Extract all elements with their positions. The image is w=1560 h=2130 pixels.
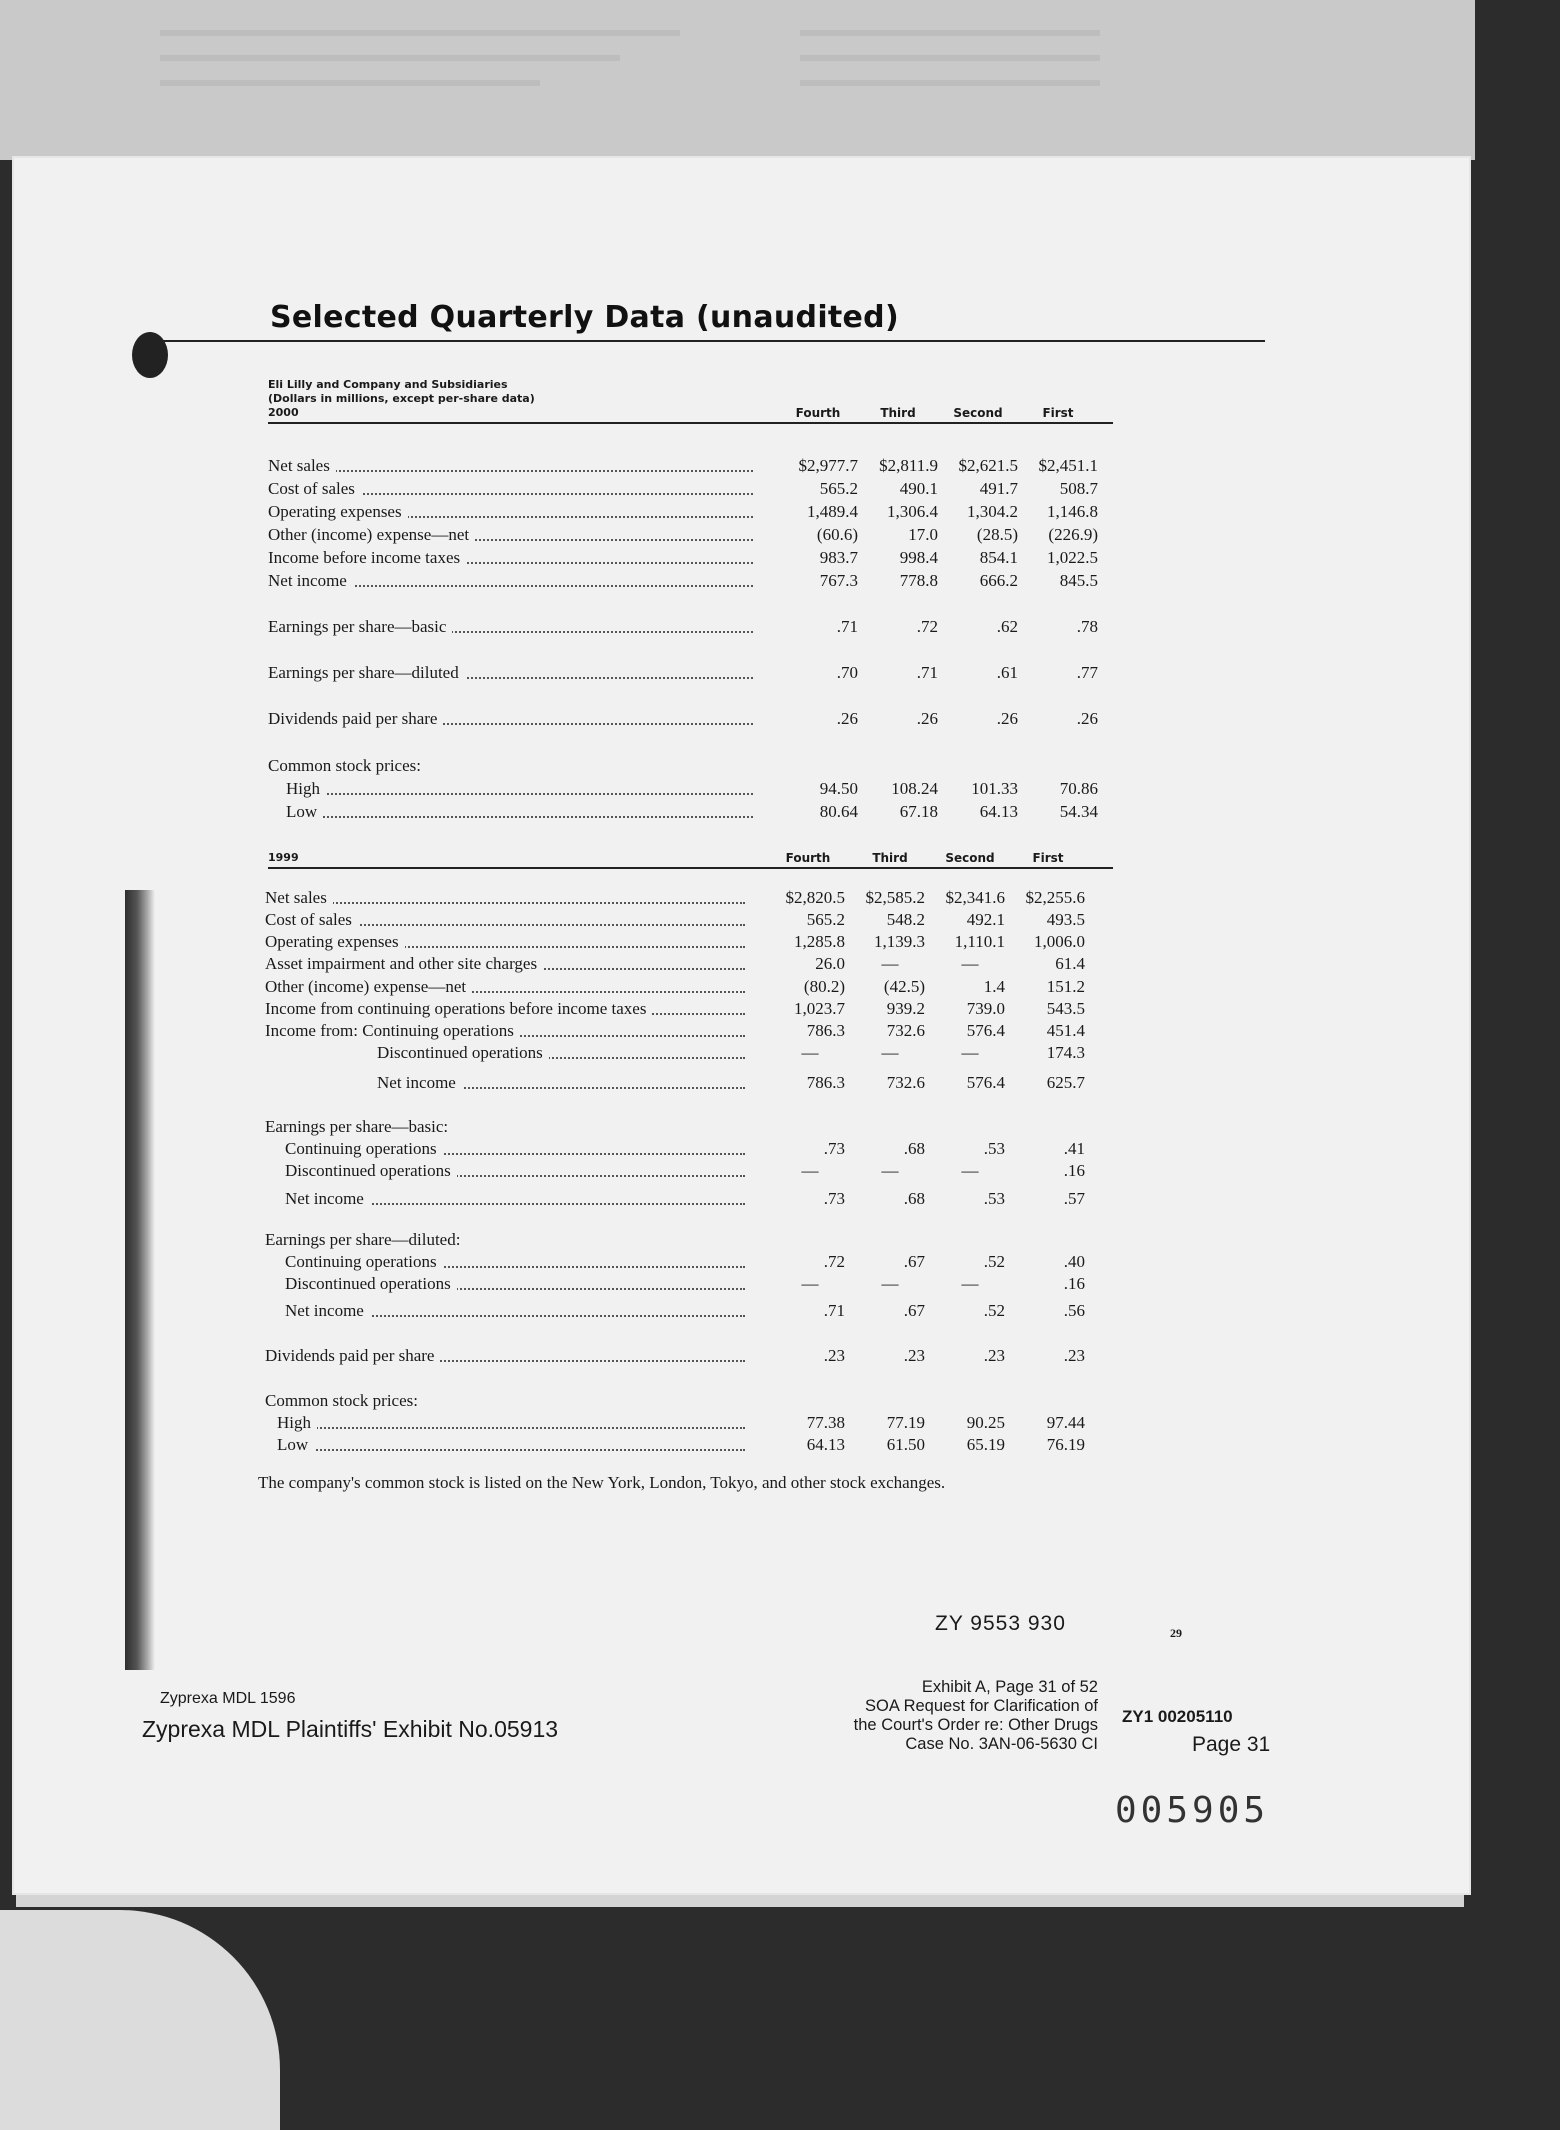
cell-value: — (801, 1043, 819, 1062)
table-row (268, 661, 1118, 685)
units-note: (Dollars in millions, except per-share data) (268, 392, 535, 405)
cell-value: .26 (836, 709, 858, 728)
cell-value: 67.18 (899, 802, 938, 821)
cell-value: .77 (1076, 663, 1098, 682)
table-row (268, 500, 1118, 524)
table-row (265, 1272, 1115, 1296)
cell-value: — (801, 1161, 819, 1180)
mdl-number: Zyprexa MDL 1596 (160, 1690, 296, 1707)
cell-value: 565.2 (806, 910, 845, 929)
cell-value: 732.6 (886, 1021, 925, 1040)
cell-value: $2,811.9 (879, 456, 938, 475)
col-first: First (1032, 851, 1064, 865)
row-label: Income from continuing operations before income taxes (265, 997, 745, 1021)
cell-value: 778.8 (899, 571, 938, 590)
cell-value: 77.19 (886, 1413, 925, 1432)
cell-value: .26 (916, 709, 938, 728)
cell-value: .16 (1063, 1274, 1085, 1293)
dot-leader (268, 470, 753, 472)
section-header-1999 (268, 843, 1113, 869)
table-row (268, 777, 1118, 801)
cell-value: 543.5 (1046, 999, 1085, 1018)
row-label: Earnings per share—basic (268, 615, 753, 639)
cell-value: $2,341.6 (945, 888, 1005, 907)
cell-value: 508.7 (1059, 479, 1098, 498)
row-label: Net income (285, 1187, 745, 1211)
cell-value: 767.3 (819, 571, 858, 590)
cell-value: .61 (996, 663, 1018, 682)
binding-shadow (125, 890, 155, 1670)
table-row (265, 1019, 1115, 1043)
cell-value: 61.50 (886, 1435, 925, 1454)
row-label: Earnings per share—basic: (265, 1115, 745, 1139)
table-row (265, 1071, 1115, 1095)
cell-value: 732.6 (886, 1073, 925, 1092)
cell-value: 151.2 (1046, 977, 1085, 996)
cell-value: — (881, 954, 899, 973)
cell-value: 94.50 (819, 779, 858, 798)
cell-value: .53 (983, 1139, 1005, 1158)
cell-value: .71 (836, 617, 858, 636)
table-row (265, 930, 1115, 954)
cell-value: 625.7 (1046, 1073, 1085, 1092)
row-label: Earnings per share—diluted (268, 661, 753, 685)
row-label: Continuing operations (285, 1137, 745, 1161)
cell-value: .16 (1063, 1161, 1085, 1180)
cell-value: — (881, 1161, 899, 1180)
cell-value: 1,023.7 (794, 999, 845, 1018)
cell-value: 1,022.5 (1047, 548, 1098, 567)
cell-value: .26 (1076, 709, 1098, 728)
table-row (265, 1137, 1115, 1161)
year-label: 1999 (268, 851, 299, 864)
cell-value: 854.1 (979, 548, 1018, 567)
table-row (268, 477, 1118, 501)
table-row (268, 569, 1118, 593)
exhibit-line: SOA Request for Clarification of (865, 1697, 1098, 1715)
cell-value: 26.0 (815, 954, 845, 973)
row-label: Net sales (265, 886, 745, 910)
row-label: Low (286, 800, 753, 824)
col-second: Second (953, 406, 1003, 420)
cell-value: — (961, 1161, 979, 1180)
cell-value: 61.4 (1055, 954, 1085, 973)
dot-leader (265, 902, 745, 904)
table-row (265, 997, 1115, 1021)
cell-value: .23 (823, 1346, 845, 1365)
cell-value: $2,820.5 (785, 888, 845, 907)
cell-value: .71 (823, 1301, 845, 1320)
cell-value: 17.0 (908, 525, 938, 544)
zy1-number: ZY1 00205110 (1122, 1707, 1233, 1726)
cell-value: 939.2 (886, 999, 925, 1018)
row-label: High (277, 1411, 745, 1435)
row-label: Common stock prices: (265, 1389, 745, 1413)
table-row (265, 1228, 1115, 1252)
cell-value: 666.2 (979, 571, 1018, 590)
row-label: Net income (268, 569, 753, 593)
row-label: Low (277, 1433, 745, 1457)
table-row (265, 952, 1115, 976)
cell-value: 1,006.0 (1034, 932, 1085, 951)
cell-value: .40 (1063, 1252, 1085, 1271)
row-label: Continuing operations (285, 1250, 745, 1274)
cell-value: 97.44 (1046, 1413, 1085, 1432)
cell-value: (80.2) (803, 977, 845, 996)
table-row (265, 1389, 1115, 1413)
cell-value: .78 (1076, 617, 1098, 636)
cell-value: .41 (1063, 1139, 1085, 1158)
page-number: 29 (1170, 1626, 1182, 1640)
cell-value: .67 (903, 1252, 925, 1271)
row-label: Other (income) expense—net (268, 523, 753, 547)
cell-value: (42.5) (883, 977, 925, 996)
table-row (265, 1411, 1115, 1435)
cell-value: 739.0 (966, 999, 1005, 1018)
cell-value: 491.7 (979, 479, 1018, 498)
table-row (265, 1159, 1115, 1183)
row-label: Other (income) expense—net (265, 975, 745, 999)
table-row (265, 975, 1115, 999)
cell-value: $2,451.1 (1038, 456, 1098, 475)
cell-value: .72 (823, 1252, 845, 1271)
cell-value: $2,585.2 (865, 888, 925, 907)
row-label: Operating expenses (265, 930, 745, 954)
dot-leader (286, 793, 753, 795)
dot-leader (277, 1427, 745, 1429)
cell-value: 492.1 (966, 910, 1005, 929)
cell-value: 1,489.4 (807, 502, 858, 521)
cell-value: 576.4 (966, 1021, 1005, 1040)
cell-value: .23 (1063, 1346, 1085, 1365)
cell-value: 576.4 (966, 1073, 1005, 1092)
cell-value: 64.13 (806, 1435, 845, 1454)
row-label: Net sales (268, 454, 753, 478)
table-row (265, 1433, 1115, 1457)
row-label: Cost of sales (265, 908, 745, 932)
cell-value: .26 (996, 709, 1018, 728)
punch-hole (132, 332, 168, 378)
row-label: Discontinued operations (377, 1041, 745, 1065)
cell-value: 1,146.8 (1047, 502, 1098, 521)
cell-value: 451.4 (1046, 1021, 1085, 1040)
dot-leader (286, 816, 753, 818)
cell-value: .23 (983, 1346, 1005, 1365)
cell-value: 54.34 (1059, 802, 1098, 821)
cell-value: $2,255.6 (1025, 888, 1085, 907)
cell-value: .23 (903, 1346, 925, 1365)
row-label: Net income (285, 1299, 745, 1323)
row-label: Dividends paid per share (265, 1344, 745, 1368)
cell-value: $2,621.5 (958, 456, 1018, 475)
col-fourth: Fourth (785, 851, 831, 865)
year-label: 2000 (268, 406, 299, 419)
cell-value: .70 (836, 663, 858, 682)
col-third: Third (872, 851, 908, 865)
cell-value: 64.13 (979, 802, 1018, 821)
cell-value: 845.5 (1059, 571, 1098, 590)
table-row (268, 454, 1118, 478)
table-row (265, 1250, 1115, 1274)
cell-value: — (801, 1274, 819, 1293)
table-row (265, 1041, 1115, 1065)
table-row (265, 886, 1115, 910)
col-first: First (1042, 406, 1074, 420)
cell-value: 490.1 (899, 479, 938, 498)
cell-value: .72 (916, 617, 938, 636)
col-third: Third (880, 406, 916, 420)
cell-value: .71 (916, 663, 938, 682)
exhibit-line: Exhibit A, Page 31 of 52 (921, 1678, 1098, 1696)
section-header-2000 (268, 398, 1113, 424)
cell-value: — (961, 1274, 979, 1293)
cell-value: — (961, 954, 979, 973)
row-label: Discontinued operations (285, 1159, 745, 1183)
plaintiffs-exhibit: Zyprexa MDL Plaintiffs' Exhibit No.05913 (142, 1716, 559, 1742)
cell-value: 1.4 (983, 977, 1005, 996)
row-label: Discontinued operations (285, 1272, 745, 1296)
exhibit-block (760, 1678, 1098, 1754)
table-row (268, 546, 1118, 570)
cell-value: 548.2 (886, 910, 925, 929)
cell-value: — (881, 1274, 899, 1293)
company-name: Eli Lilly and Company and Subsidiaries (268, 378, 508, 391)
cell-value: — (961, 1043, 979, 1062)
table-row (268, 800, 1118, 824)
row-label: Income before income taxes (268, 546, 753, 570)
footnote: The company's common stock is listed on the New York, London, Tokyo, and other stock exchanges. (258, 1473, 946, 1492)
cell-value: .52 (983, 1252, 1005, 1271)
cell-value: (226.9) (1048, 525, 1098, 544)
cell-value: 77.38 (806, 1413, 845, 1432)
row-label: Asset impairment and other site charges (265, 952, 745, 976)
table-row (268, 615, 1118, 639)
cell-value: (60.6) (816, 525, 858, 544)
cell-value: .53 (983, 1189, 1005, 1208)
page-title: Selected Quarterly Data (unaudited) (270, 300, 899, 335)
cell-value: 493.5 (1046, 910, 1085, 929)
row-label: Income from: Continuing operations (265, 1019, 745, 1043)
title-rule (160, 340, 1265, 342)
cell-value: 70.86 (1059, 779, 1098, 798)
cell-value: 786.3 (806, 1073, 845, 1092)
cell-value: 983.7 (819, 548, 858, 567)
table-row (265, 1115, 1115, 1139)
cell-value: .73 (823, 1189, 845, 1208)
doc-stamp: ZY 9553 930 (935, 1612, 1066, 1635)
row-label: Operating expenses (268, 500, 753, 524)
cell-value: .52 (983, 1301, 1005, 1320)
table-row (265, 1187, 1115, 1211)
underlying-page (0, 0, 1475, 160)
cell-value: 1,304.2 (967, 502, 1018, 521)
cell-value: .57 (1063, 1189, 1085, 1208)
cell-value: .68 (903, 1189, 925, 1208)
row-label: Net income (377, 1071, 745, 1095)
cell-value: 174.3 (1046, 1043, 1085, 1062)
cell-value: 1,110.1 (954, 932, 1005, 951)
dot-leader (277, 1449, 745, 1451)
desk-object (0, 1910, 280, 2130)
cell-value: 1,306.4 (887, 502, 938, 521)
cell-value: .67 (903, 1301, 925, 1320)
cell-value: 80.64 (819, 802, 858, 821)
page-label: Page 31 (1192, 1733, 1271, 1756)
cell-value: .68 (903, 1139, 925, 1158)
table-row (268, 754, 1118, 778)
cell-value: 1,285.8 (794, 932, 845, 951)
cell-value: 101.33 (971, 779, 1018, 798)
row-label: High (286, 777, 753, 801)
cell-value: 90.25 (966, 1413, 1005, 1432)
table-row (268, 707, 1118, 731)
cell-value: .62 (996, 617, 1018, 636)
col-fourth: Fourth (795, 406, 841, 420)
table-row (268, 523, 1118, 547)
cell-value: 786.3 (806, 1021, 845, 1040)
cell-value: 1,139.3 (874, 932, 925, 951)
cell-value: .56 (1063, 1301, 1085, 1320)
cell-value: $2,977.7 (798, 456, 858, 475)
cell-value: (28.5) (976, 525, 1018, 544)
exhibit-line: the Court's Order re: Other Drugs (853, 1716, 1098, 1734)
cell-value: 76.19 (1046, 1435, 1085, 1454)
table-row (265, 908, 1115, 932)
row-label: Common stock prices: (268, 754, 753, 778)
cell-value: 998.4 (899, 548, 938, 567)
cell-value: — (881, 1043, 899, 1062)
cell-value: 65.19 (966, 1435, 1005, 1454)
col-second: Second (945, 851, 995, 865)
table-row (265, 1344, 1115, 1368)
row-label: Cost of sales (268, 477, 753, 501)
cell-value: 108.24 (891, 779, 938, 798)
row-label: Dividends paid per share (268, 707, 753, 731)
cell-value: 565.2 (819, 479, 858, 498)
bates-number: 005905 (1115, 1790, 1270, 1831)
table-row (265, 1299, 1115, 1323)
cell-value: .73 (823, 1139, 845, 1158)
row-label: Earnings per share—diluted: (265, 1228, 745, 1252)
exhibit-line: Case No. 3AN-06-5630 CI (905, 1735, 1098, 1753)
